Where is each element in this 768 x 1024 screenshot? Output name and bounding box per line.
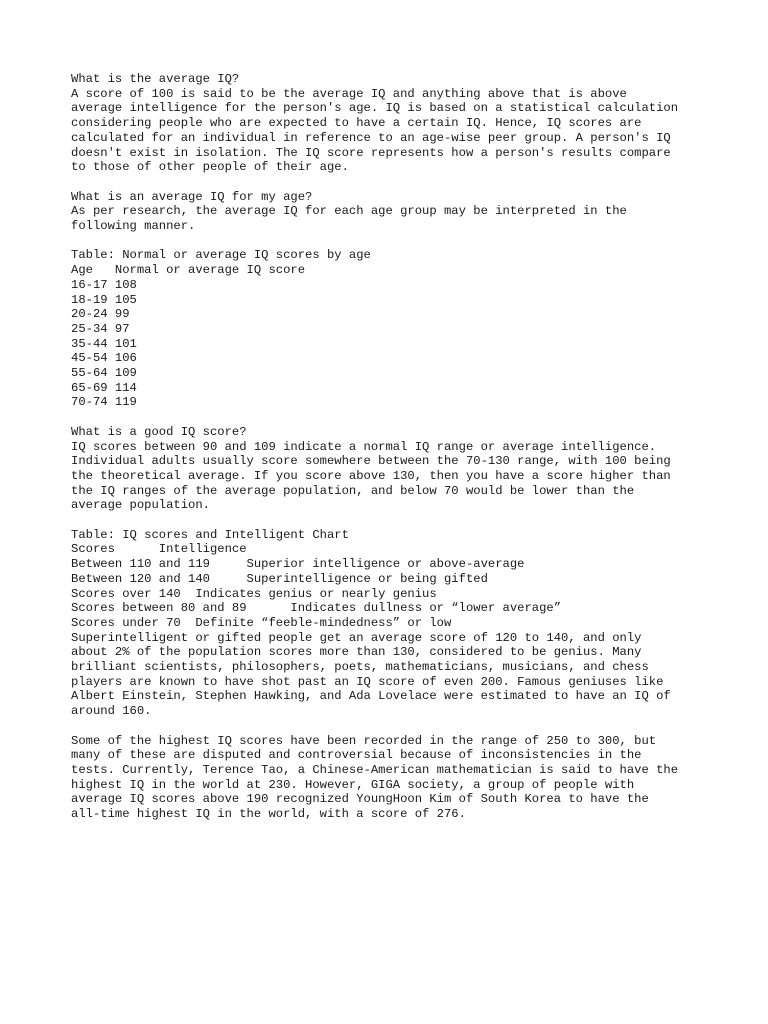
paragraph-line: doesn't exist in isolation. The IQ score represents how a person's results compare	[71, 145, 671, 160]
table-row: Between 110 and 119 Superior intelligence or above-average	[71, 557, 525, 572]
table-row: 45-54 106	[71, 351, 137, 366]
paragraph-line: calculated for an individual in reference to an age-wise peer group. A person's IQ	[71, 130, 671, 145]
table-row: 65-69 114	[71, 380, 137, 395]
paragraph-line: all-time highest IQ in the world, with a score of 276.	[71, 807, 466, 822]
table-row: 20-24 99	[71, 307, 130, 322]
section-heading: What is an average IQ for my age?	[71, 189, 313, 204]
document-page	[71, 72, 751, 822]
paragraph-line: A score of 100 is said to be the average IQ and anything above that is above	[71, 86, 627, 101]
table-row: Between 120 and 140 Superintelligence or being gifted	[71, 571, 488, 586]
paragraph-line: As per research, the average IQ for each age group may be interpreted in the	[71, 204, 627, 219]
paragraph-line: average IQ scores above 190 recognized YoungHoon Kim of South Korea to have the	[71, 792, 649, 807]
table-iq-by-age	[71, 248, 751, 410]
paragraph-line: following manner.	[71, 219, 196, 234]
table-row: 16-17 108	[71, 277, 137, 292]
paragraph-gap	[71, 513, 751, 528]
paragraph-line: considering people who are expected to have a certain IQ. Hence, IQ scores are	[71, 116, 642, 131]
paragraph-line: Individual adults usually score somewhere between the 70-130 range, with 100 being	[71, 454, 671, 469]
paragraph-line: players are known to have shot past an IQ score of even 200. Famous geniuses like	[71, 674, 664, 689]
table-header: Age Normal or average IQ score	[71, 263, 306, 278]
paragraph-line: to those of other people of their age.	[71, 160, 349, 175]
table-row: 35-44 101	[71, 336, 137, 351]
table-row: 25-34 97	[71, 321, 130, 336]
paragraph-line: many of these are disputed and controversial because of inconsistencies in the	[71, 748, 642, 763]
table-row: 70-74 119	[71, 395, 137, 410]
paragraph-line: the IQ ranges of the average population, and below 70 would be lower than the	[71, 483, 635, 498]
table-title: Table: IQ scores and Intelligent Chart	[71, 527, 349, 542]
table-title: Table: Normal or average IQ scores by age	[71, 248, 371, 263]
paragraph-line: the theoretical average. If you score above 130, then you have a score higher than	[71, 468, 671, 483]
paragraph-line: average population.	[71, 498, 210, 513]
paragraph-line: brilliant scientists, philosophers, poets, mathematicians, musicians, and chess	[71, 660, 649, 675]
paragraph-gap	[71, 719, 751, 734]
table-header: Scores Intelligence	[71, 542, 247, 557]
paragraph-line: tests. Currently, Terence Tao, a Chinese-American mathematician is said to have the	[71, 762, 679, 777]
table-row: Scores between 80 and 89 Indicates dullness or “lower average”	[71, 601, 562, 616]
section-average-for-age	[71, 190, 751, 234]
section-heading: What is a good IQ score?	[71, 424, 247, 439]
paragraph-line: about 2% of the population scores more than 130, considered to be genius. Many	[71, 645, 642, 660]
table-row: 55-64 109	[71, 366, 137, 381]
paragraph-line: Albert Einstein, Stephen Hawking, and Ada Lovelace were estimated to have an IQ of	[71, 689, 671, 704]
paragraph-line: highest IQ in the world at 230. However, GIGA society, a group of people with	[71, 777, 635, 792]
paragraph-line: average intelligence for the person's age. IQ is based on a statistical calculation	[71, 101, 679, 116]
paragraph-line: Some of the highest IQ scores have been recorded in the range of 250 to 300, but	[71, 733, 657, 748]
table-row: 18-19 105	[71, 292, 137, 307]
paragraph-gap	[71, 410, 751, 425]
paragraph-line: IQ scores between 90 and 109 indicate a normal IQ range or average intelligence.	[71, 439, 657, 454]
paragraph-gap	[71, 234, 751, 249]
paragraph-line: Superintelligent or gifted people get an average score of 120 to 140, and only	[71, 630, 642, 645]
section-gifted	[71, 631, 751, 719]
paragraph-gap	[71, 175, 751, 190]
table-iq-intelligence-chart	[71, 528, 751, 631]
section-good-iq	[71, 425, 751, 513]
paragraph-line: around 160.	[71, 704, 152, 719]
section-heading: What is the average IQ?	[71, 72, 240, 86]
section-average-iq	[71, 72, 751, 175]
table-row: Scores under 70 Definite “feeble-mindedness” or low	[71, 615, 452, 630]
table-row: Scores over 140 Indicates genius or nearly genius	[71, 586, 437, 601]
section-highest-iq	[71, 734, 751, 822]
